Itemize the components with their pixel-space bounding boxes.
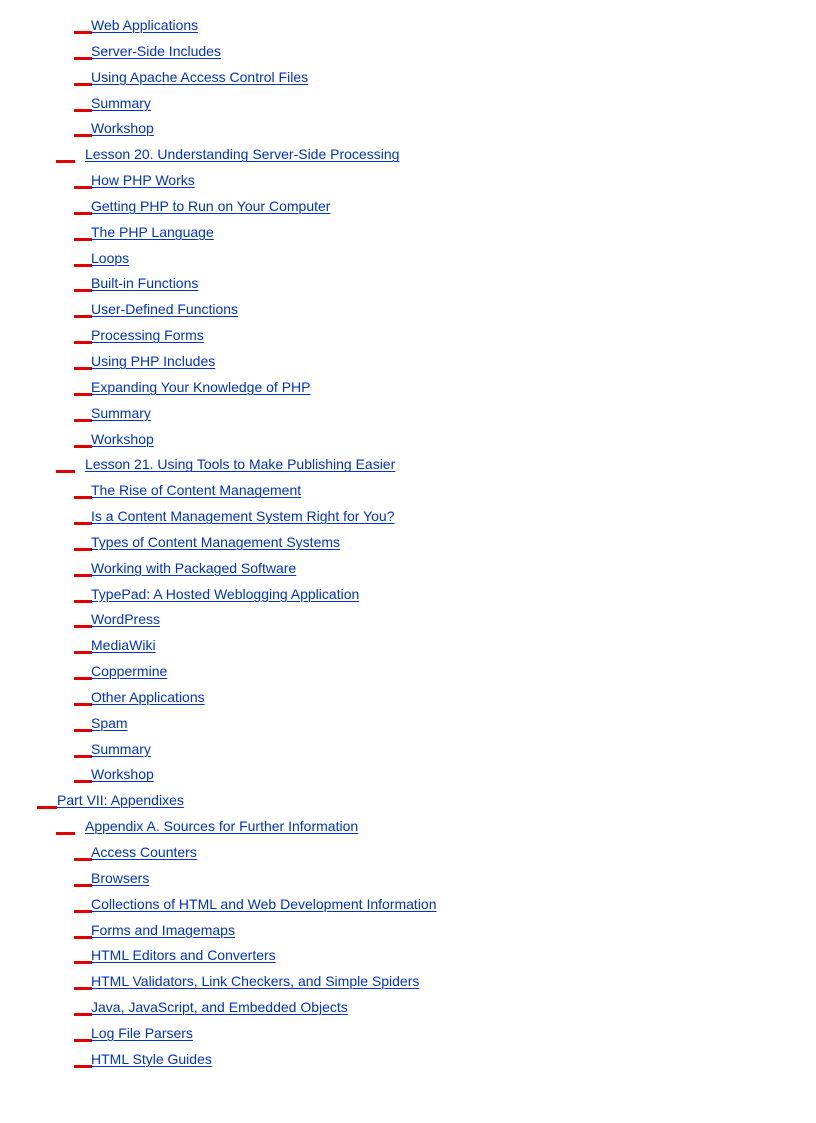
toc-link[interactable]: Forms and Imagemaps — [91, 921, 235, 938]
table-of-contents — [0, 14, 816, 1074]
toc-bullet-marker — [74, 419, 92, 422]
toc-bullet-marker — [74, 651, 92, 654]
toc-link[interactable]: Other Applications — [91, 688, 205, 705]
toc-entry — [0, 376, 816, 402]
toc-entry — [0, 169, 816, 195]
toc-entry — [0, 1022, 816, 1048]
toc-bullet-marker — [74, 600, 92, 603]
toc-link[interactable]: Expanding Your Knowledge of PHP — [91, 378, 311, 395]
toc-bullet-marker — [74, 936, 92, 939]
toc-bullet-marker — [74, 910, 92, 913]
toc-bullet-marker — [74, 987, 92, 990]
toc-bullet-marker — [74, 393, 92, 396]
toc-link[interactable]: Lesson 20. Understanding Server-Side Processing — [85, 146, 400, 163]
toc-bullet-marker — [74, 625, 92, 628]
toc-bullet-marker — [74, 109, 92, 112]
toc-bullet-marker — [74, 703, 92, 706]
toc-link[interactable]: Working with Packaged Software — [91, 559, 297, 576]
toc-entry — [0, 402, 816, 428]
toc-bullet-marker — [74, 755, 92, 758]
toc-bullet-marker — [74, 315, 92, 318]
toc-bullet-marker — [74, 367, 92, 370]
toc-entry — [0, 479, 816, 505]
toc-bullet-marker — [74, 289, 92, 292]
toc-entry — [0, 686, 816, 712]
toc-entry — [0, 970, 816, 996]
toc-link[interactable]: Java, JavaScript, and Embedded Objects — [91, 999, 348, 1016]
toc-link[interactable]: Coppermine — [91, 663, 168, 680]
toc-bullet-marker — [74, 57, 92, 60]
toc-link[interactable]: Summary — [91, 740, 151, 757]
toc-entry — [0, 531, 816, 557]
toc-bullet-marker — [74, 134, 92, 137]
toc-link[interactable]: Processing Forms — [91, 327, 204, 344]
toc-entry — [0, 453, 816, 479]
toc-bullet-marker — [74, 522, 92, 525]
toc-link[interactable]: TypePad: A Hosted Weblogging Application — [91, 585, 360, 602]
toc-entry — [0, 247, 816, 273]
toc-link[interactable]: Appendix A. Sources for Further Information — [85, 818, 359, 835]
toc-bullet-marker — [74, 212, 92, 215]
toc-bullet-marker — [56, 470, 75, 473]
toc-link[interactable]: Browsers — [91, 869, 150, 886]
toc-link[interactable]: Workshop — [91, 430, 154, 447]
toc-entry — [0, 867, 816, 893]
toc-entry — [0, 841, 816, 867]
toc-link[interactable]: Workshop — [91, 120, 154, 137]
toc-entry — [0, 944, 816, 970]
toc-entry — [0, 298, 816, 324]
toc-link[interactable]: Using PHP Includes — [91, 352, 216, 369]
toc-bullet-marker — [74, 961, 92, 964]
toc-entry — [0, 583, 816, 609]
toc-link[interactable]: Access Counters — [91, 844, 197, 860]
toc-entry — [0, 608, 816, 634]
toc-link[interactable]: MediaWiki — [91, 637, 156, 654]
toc-link[interactable]: Part VII: Appendixes — [57, 792, 184, 809]
toc-entry — [0, 712, 816, 738]
toc-bullet-marker — [74, 574, 92, 577]
toc-link[interactable]: Collections of HTML and Web Development Information — [91, 895, 437, 912]
toc-entry — [0, 557, 816, 583]
toc-bullet-marker — [74, 83, 92, 86]
toc-entry — [0, 505, 816, 531]
toc-bullet-marker — [74, 496, 92, 499]
toc-link[interactable]: Summary — [91, 404, 151, 421]
toc-link[interactable]: Web Applications — [91, 17, 199, 33]
toc-link[interactable]: How PHP Works — [91, 172, 195, 189]
toc-bullet-marker — [74, 31, 92, 34]
toc-link[interactable]: User-Defined Functions — [91, 301, 239, 318]
toc-link[interactable]: Summary — [91, 94, 151, 111]
toc-link[interactable]: Built-in Functions — [91, 275, 199, 292]
toc-bullet-marker — [74, 341, 92, 344]
toc-bullet-marker — [74, 729, 92, 732]
toc-entry — [0, 14, 816, 40]
toc-entry — [0, 660, 816, 686]
toc-bullet-marker — [37, 806, 57, 809]
toc-link[interactable]: Is a Content Management System Right for You? — [91, 508, 395, 525]
toc-entry — [0, 919, 816, 945]
toc-link[interactable]: WordPress — [91, 611, 160, 628]
toc-link[interactable]: Workshop — [91, 766, 154, 783]
toc-link[interactable]: HTML Validators, Link Checkers, and Simple Spiders — [91, 973, 420, 990]
toc-entry — [0, 40, 816, 66]
toc-entry — [0, 428, 816, 454]
toc-bullet-marker — [74, 780, 92, 783]
toc-entry — [0, 738, 816, 764]
toc-entry — [0, 221, 816, 247]
toc-entry — [0, 117, 816, 143]
toc-entry — [0, 763, 816, 789]
toc-link[interactable]: Getting PHP to Run on Your Computer — [91, 197, 331, 214]
toc-entry — [0, 893, 816, 919]
toc-link[interactable]: Spam — [91, 714, 128, 731]
toc-bullet-marker — [74, 264, 92, 267]
toc-entry — [0, 324, 816, 350]
toc-link[interactable]: The Rise of Content Management — [91, 482, 302, 499]
toc-entry — [0, 789, 816, 815]
toc-bullet-marker — [56, 160, 75, 163]
toc-bullet-marker — [74, 884, 92, 887]
toc-bullet-marker — [74, 858, 92, 861]
toc-link[interactable]: Log File Parsers — [91, 1024, 193, 1041]
toc-link[interactable]: The PHP Language — [91, 223, 214, 240]
toc-entry — [0, 350, 816, 376]
toc-entry — [0, 92, 816, 118]
toc-link[interactable]: HTML Style Guides — [91, 1050, 212, 1067]
toc-link[interactable]: Lesson 21. Using Tools to Make Publishing Easier — [85, 456, 396, 473]
toc-bullet-marker — [74, 238, 92, 241]
toc-bullet-marker — [74, 1013, 92, 1016]
toc-entry — [0, 195, 816, 221]
toc-entry — [0, 634, 816, 660]
toc-bullet-marker — [74, 1039, 92, 1042]
toc-bullet-marker — [74, 548, 92, 551]
toc-entry — [0, 1048, 816, 1074]
toc-bullet-marker — [74, 1065, 92, 1068]
toc-link[interactable]: Using Apache Access Control Files — [91, 68, 309, 85]
toc-link[interactable]: HTML Editors and Converters — [91, 947, 276, 964]
toc-entry — [0, 996, 816, 1022]
toc-link[interactable]: Loops — [91, 249, 130, 266]
toc-entry — [0, 815, 816, 841]
toc-link[interactable]: Types of Content Management Systems — [91, 533, 341, 550]
toc-entry — [0, 272, 816, 298]
toc-bullet-marker — [74, 445, 92, 448]
toc-entry — [0, 66, 816, 92]
toc-bullet-marker — [56, 832, 75, 835]
toc-bullet-marker — [74, 186, 92, 189]
toc-link[interactable]: Server-Side Includes — [91, 42, 221, 59]
toc-entry — [0, 143, 816, 169]
toc-bullet-marker — [74, 677, 92, 680]
